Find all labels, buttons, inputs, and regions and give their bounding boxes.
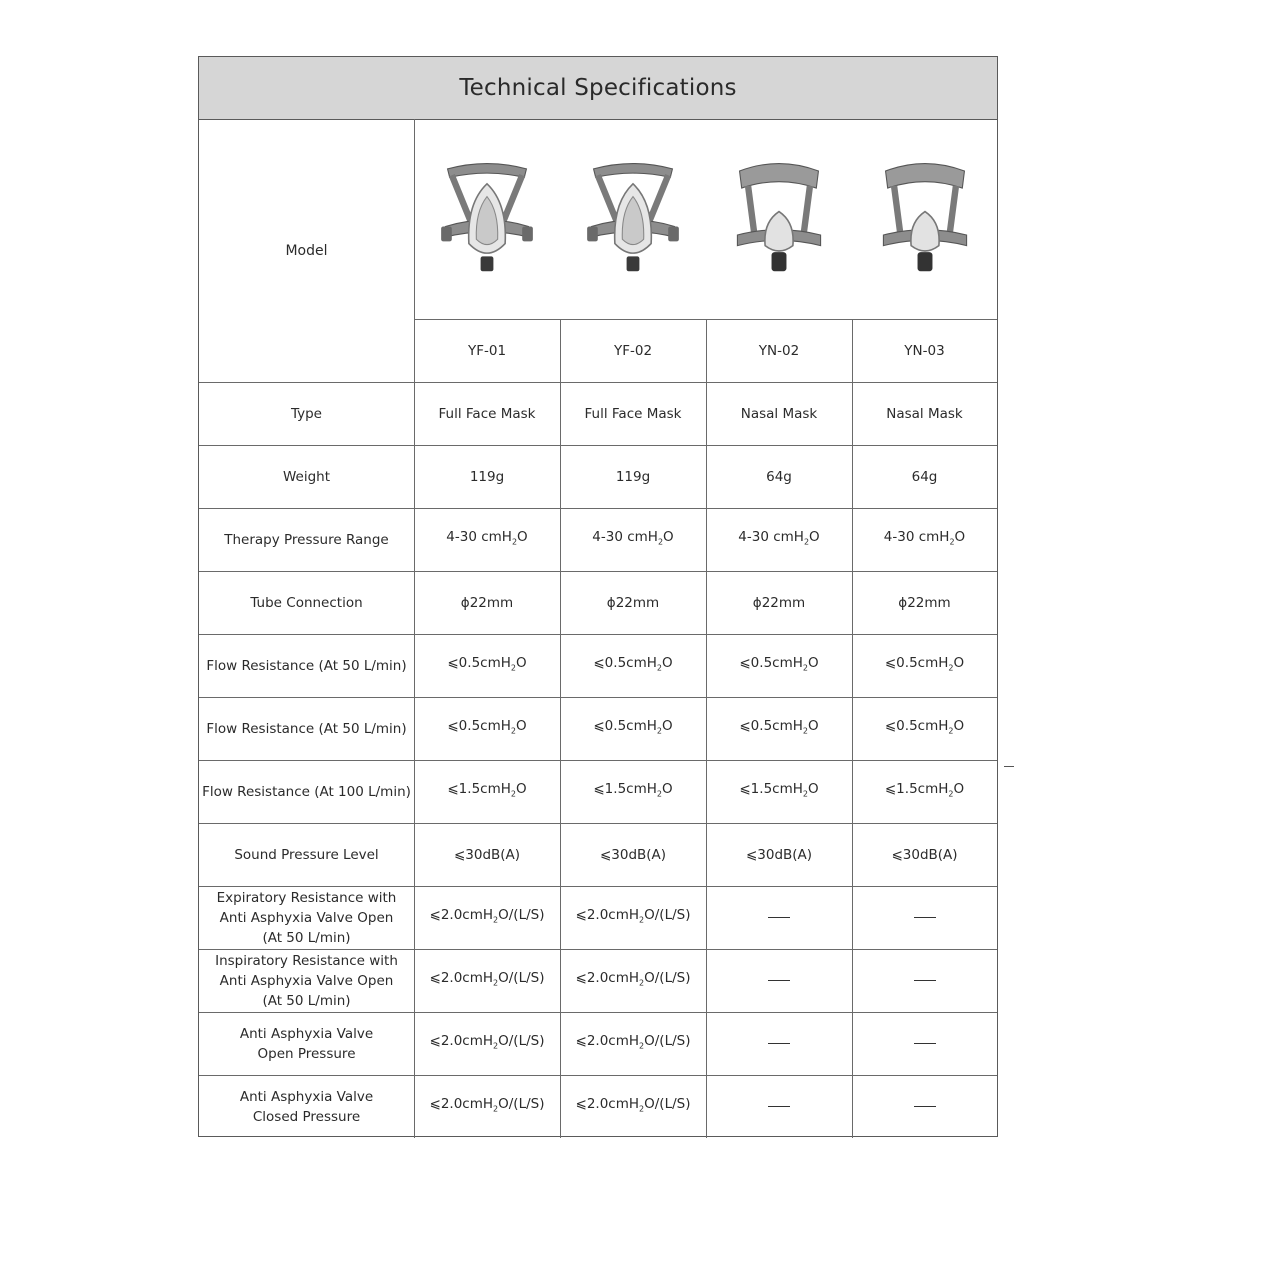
spec-value: [414, 760, 560, 823]
row-label: [199, 382, 414, 445]
spec-value: [560, 571, 706, 634]
spec-value: [852, 382, 997, 445]
spec-value: [852, 571, 997, 634]
spec-value: [706, 634, 852, 697]
spec-value: [414, 634, 560, 697]
full-face-mask-image: [414, 119, 560, 319]
spec-value: [560, 760, 706, 823]
spec-value-text: ⩽2.0cmH$_2$O/(L/S): [575, 906, 691, 925]
spec-value: [414, 382, 560, 445]
spec-value: [560, 634, 706, 697]
model-name: YN-03: [904, 342, 945, 359]
grid-line: [199, 886, 997, 887]
grid-line: [199, 508, 997, 509]
spec-value-text: ⩽1.5cmH$_2$O: [884, 780, 965, 799]
spec-value: [560, 1075, 706, 1138]
row-label-line: Therapy Pressure Range: [224, 531, 389, 548]
spec-value: [414, 1012, 560, 1075]
spec-value: [414, 886, 560, 949]
spec-value: [852, 634, 997, 697]
full-face-mask-image: [560, 119, 706, 319]
spec-value-text: ϕ22mm: [460, 594, 514, 611]
grid-line: [199, 571, 997, 572]
spec-value-text: ⩽30dB(A): [745, 846, 813, 863]
spec-value: [706, 571, 852, 634]
row-label-line: Anti Asphyxia Valve: [239, 1025, 374, 1042]
model-name: YN-02: [758, 342, 800, 359]
grid-line: [199, 382, 997, 383]
spec-value-text: ⩽2.0cmH$_2$O/(L/S): [575, 1095, 691, 1114]
spec-value: [852, 445, 997, 508]
table-title: Technical Specifications: [199, 57, 997, 120]
spec-value-text: ϕ22mm: [752, 594, 806, 611]
row-label-line: Flow Resistance (At 100 L/min): [202, 783, 411, 800]
spec-value: [414, 697, 560, 760]
spec-value-text: ⩽0.5cmH$_2$O: [884, 717, 965, 736]
spec-value: [560, 697, 706, 760]
spec-value: [706, 382, 852, 445]
row-label: [199, 634, 414, 697]
spec-value-text: 119g: [469, 468, 505, 485]
row-label: [199, 445, 414, 508]
nasal-mask-image: [852, 119, 998, 319]
spec-value: [706, 697, 852, 760]
row-label-line: Weight: [282, 468, 331, 485]
margin-mark: [1004, 766, 1014, 767]
spec-value: [852, 760, 997, 823]
row-label-line: Tube Connection: [250, 594, 363, 611]
spec-value-text: ⩽0.5cmH$_2$O: [593, 654, 673, 673]
row-label: [199, 760, 414, 823]
dash-mark: [768, 980, 790, 982]
row-label-line: Anti Asphyxia Valve Open: [219, 972, 394, 989]
spec-value-text: ⩽0.5cmH$_2$O: [593, 717, 673, 736]
dash-mark: [914, 980, 936, 982]
not-applicable-dash: [706, 949, 852, 1012]
spec-value-text: ϕ22mm: [606, 594, 660, 611]
not-applicable-dash: [852, 886, 997, 949]
spec-value-text: ⩽2.0cmH$_2$O/(L/S): [429, 1095, 545, 1114]
grid-line: [199, 445, 997, 446]
row-label: [199, 571, 414, 634]
spec-value-text: ⩽0.5cmH$_2$O: [739, 654, 819, 673]
row-label-line: (At 50 L/min): [262, 992, 351, 1009]
spec-value-text: ⩽2.0cmH$_2$O/(L/S): [429, 1032, 545, 1051]
spec-value: [852, 823, 997, 886]
spec-value: [706, 760, 852, 823]
spec-value: [414, 823, 560, 886]
spec-value: [560, 886, 706, 949]
grid-line: [199, 697, 997, 698]
row-label-line: Open Pressure: [257, 1045, 356, 1062]
grid-line: [560, 319, 561, 1138]
spec-value-text: Full Face Mask: [438, 405, 536, 422]
row-label: [199, 886, 414, 949]
row-label-line: (At 50 L/min): [262, 929, 351, 946]
spec-value: [706, 823, 852, 886]
spec-value-text: 4-30 cmH$_2$O: [446, 528, 528, 547]
grid-line: [199, 949, 997, 950]
dash-mark: [914, 1043, 936, 1045]
spec-value-text: 4-30 cmH$_2$O: [738, 528, 820, 547]
model-name: YF-01: [467, 342, 507, 359]
row-label-line: Sound Pressure Level: [234, 846, 379, 863]
row-label-line: Flow Resistance (At 50 L/min): [206, 720, 407, 737]
grid-line: [706, 319, 707, 1138]
grid-line: [199, 760, 997, 761]
row-label: [199, 1075, 414, 1138]
spec-value-text: 64g: [766, 468, 792, 485]
spec-value: [414, 571, 560, 634]
spec-value: [560, 823, 706, 886]
spec-value-text: ⩽30dB(A): [599, 846, 667, 863]
spec-value: [852, 697, 997, 760]
spec-value-text: ⩽30dB(A): [453, 846, 521, 863]
spec-value-text: 119g: [615, 468, 651, 485]
grid-line: [199, 634, 997, 635]
row-label: [199, 949, 414, 1012]
spec-value-text: Full Face Mask: [584, 405, 682, 422]
spec-value-text: ⩽2.0cmH$_2$O/(L/S): [575, 969, 691, 988]
row-label-line: Flow Resistance (At 50 L/min): [206, 657, 407, 674]
row-label: [199, 508, 414, 571]
dash-mark: [768, 917, 790, 919]
row-label: [199, 1012, 414, 1075]
spec-value-text: ⩽0.5cmH$_2$O: [884, 654, 965, 673]
spec-value-text: 64g: [911, 468, 938, 485]
model-name: YF-02: [613, 342, 653, 359]
spec-table: [198, 56, 998, 1137]
spec-value: [414, 445, 560, 508]
row-label-line: Type: [290, 405, 322, 422]
row-label: [199, 697, 414, 760]
spec-value-text: ⩽0.5cmH$_2$O: [447, 717, 527, 736]
row-label-line: Anti Asphyxia Valve Open: [219, 909, 394, 926]
row-label: [199, 823, 414, 886]
row-label-line: Inspiratory Resistance with: [215, 952, 398, 969]
not-applicable-dash: [706, 1012, 852, 1075]
not-applicable-dash: [852, 1075, 997, 1138]
row-label-line: Anti Asphyxia Valve: [239, 1088, 374, 1105]
spec-value-text: ϕ22mm: [898, 594, 951, 611]
spec-value: [560, 1012, 706, 1075]
spec-value-text: ⩽0.5cmH$_2$O: [447, 654, 527, 673]
nasal-mask-image: [706, 119, 852, 319]
grid-line: [199, 1075, 997, 1076]
dash-mark: [768, 1043, 790, 1045]
spec-value: [560, 382, 706, 445]
spec-value-text: ⩽2.0cmH$_2$O/(L/S): [429, 906, 545, 925]
not-applicable-dash: [852, 949, 997, 1012]
spec-value-text: ⩽1.5cmH$_2$O: [447, 780, 527, 799]
grid-line: [199, 823, 997, 824]
spec-value-text: Nasal Mask: [886, 405, 963, 422]
spec-value: [560, 949, 706, 1012]
dash-mark: [914, 917, 936, 919]
spec-value: [414, 1075, 560, 1138]
spec-value: [852, 508, 997, 571]
spec-value-text: ⩽30dB(A): [891, 846, 958, 863]
not-applicable-dash: [852, 1012, 997, 1075]
model-label: Model: [285, 242, 328, 259]
grid-line: [852, 319, 853, 1138]
spec-value-text: ⩽2.0cmH$_2$O/(L/S): [575, 1032, 691, 1051]
spec-value: [414, 949, 560, 1012]
spec-value-text: 4-30 cmH$_2$O: [883, 528, 966, 547]
not-applicable-dash: [706, 886, 852, 949]
spec-value: [560, 445, 706, 508]
grid-line: [414, 119, 415, 1138]
row-label-line: Expiratory Resistance with: [216, 889, 397, 906]
row-label-line: Closed Pressure: [252, 1108, 361, 1125]
grid-line: [199, 1012, 997, 1013]
dash-mark: [768, 1106, 790, 1108]
spec-value-text: ⩽1.5cmH$_2$O: [593, 780, 673, 799]
not-applicable-dash: [706, 1075, 852, 1138]
spec-value: [560, 508, 706, 571]
spec-value: [706, 445, 852, 508]
spec-value-text: Nasal Mask: [740, 405, 818, 422]
spec-value-text: ⩽2.0cmH$_2$O/(L/S): [429, 969, 545, 988]
dash-mark: [914, 1106, 936, 1108]
spec-value-text: ⩽1.5cmH$_2$O: [739, 780, 819, 799]
spec-value: [414, 508, 560, 571]
spec-value-text: ⩽0.5cmH$_2$O: [739, 717, 819, 736]
spec-value: [706, 508, 852, 571]
spec-value-text: 4-30 cmH$_2$O: [592, 528, 674, 547]
